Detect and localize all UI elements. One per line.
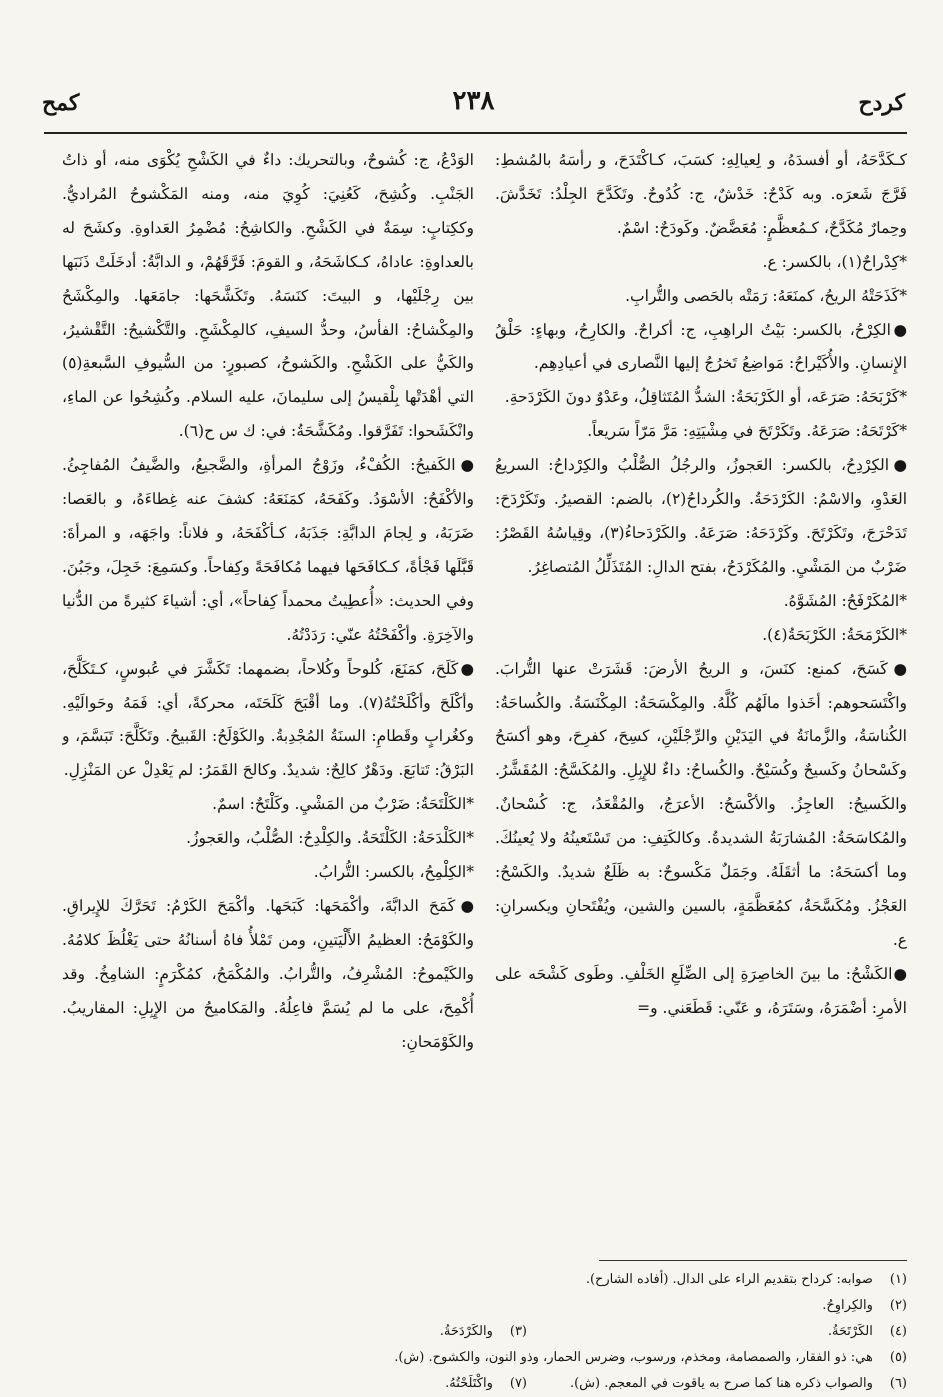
footnote-text: والكِراوِحُ. (822, 1298, 873, 1313)
footnotes (67, 1267, 907, 1397)
entry-paragraph: *الكِلْمِحُ، بالكسر: التُّرابُ. (313, 863, 474, 882)
footnote-row (67, 1319, 907, 1345)
footnote (67, 1293, 907, 1319)
footnote-number: (٥) (889, 1350, 907, 1365)
entry-paragraph: ●كَمَحَ الدابَّةَ، وأكْمَحَها: كَبَحَها. وأكْمَحَ الكَرْمُ: تَحَرَّكَ للإِيراقِ. والكَوْمَحُ: العظيمُ الأَلْيَتينِ، ومن تَمْلأُ فاهُ أسنانُهُ حتى يَغْلُظَ كلامُهُ. والكَيْموحُ: المُشْرِفُ، والتُّرابُ. والمُكْمَحُ، كمُكْرَمٍ: الشامِخُ. وقد أُكْمِحَ، على ما لم يُسَمَّ فاعِلُهُ. والمَكاميحُ من الإِبِلِ: المقاريبُ. والكَوْمَحانِ: (62, 896, 474, 1051)
entry-paragraph: *الكَلْتَحَةُ: ضَرْبٌ من المَشْيِ. وكَلْتَحٌ: اسمٌ. (212, 795, 474, 814)
footnote (527, 1371, 907, 1397)
footnote-text: هي: ذو الفقار، والصمصامة، ومخذم، ورسوب، وضرس الحمار، وذو النون، والكشوح. (ش). (394, 1350, 873, 1365)
footnote (67, 1267, 907, 1293)
entry-paragraph: *كَذَحَتْهُ الريحُ، كمنَعَهُ: رَمَتْه بالحَصى والتُّرابِ. (625, 286, 907, 305)
entry-paragraph: *كَرْتَحَهُ: صَرَعَهُ. وتَكَرْتَحَ في مِشْيَتِهِ: مَرَّ مَرّاً سَريعاً. (587, 422, 907, 441)
right-column (495, 144, 907, 1240)
entry-paragraph: ●الكَفيحُ: الكُفْءُ، وزَوْجُ المرأةِ، والضَّجيعُ، والضَّيفُ المُفاجِئُ. والأكْفَحُ: الأسْوَدُ. وكَفَحَهُ، كمَنَعَهُ: كشفَ عنه غِطاءَهُ، و بالعَصا: ضَرَبَهُ، و لِجامَ الدابَّةِ: جَذَبَهُ، كـأكْفَحَهُ، و فلاناً: واجَهَه، و المرأةَ: قَبَّلَها فَجْأةً، كـكافَحَها فيهما مُكافَحَةً وكِفاحاً. وكسَمِعَ: خَجِلَ، وجَبُنَ. وفي الحديث: «أُعطِيتُ محمداً كِفاحاً»، أي: أشياءَ كثيرةً من الدُّنيا والآخِرَةِ. وأكْفَحْتُهُ عنّي: رَدَدْتُهُ. (62, 456, 474, 644)
entry-paragraph: كـكَدَّحَهُ، أو أفسدَهُ، و لِعيالِهِ: كسَبَ، كـاكْتَدَحَ، و رأسَهُ بالمُشطِ: فَرَّجَ شَعرَه. وبه كَدْحٌ: خَدْشٌ، ج: كُدُوحٌ. وتَكَدَّحَ الجِلْدُ: تَخَدَّشَ. وحِمارٌ مُكَدَّحٌ، كـمُعظَّمٍ: مُعَضَّضٌ. وكَودَحٌ: اسْمٌ. (495, 151, 907, 237)
entry-paragraph: الوَدْعُ، ج: كُشوحٌ، وبالتحريك: داءٌ في الكَشْحِ يُكْوَى منه، أو ذاتُ الجَنْبِ. وكُشِحَ، كَعُنِيَ: كُوِيَ منه، ومنه المَكْشوحُ المُراديُّ. وككِتابٍ: سِمَةٌ في الكَشْحِ. والكاشِحُ: مُضْمِرُ العَداوةِ. وكشَحَ له بالعداوةِ: عاداهُ، كـكاشَحَهُ، و القومَ: فَرَّقَهُمْ، و الدابَّةُ: أدخَلَتْ ذَنَبَها بين رِجْلَيْها، و البيتَ: كنَسَهُ. وتَكَشَّحَها: جامَعَها. والمِكْشَحُ والمِكْشاحُ: الفأسُ، وحدُّ السيفِ، كالمِكْشَحِ. والتَّكْشيحُ: التَّقْشيرُ، والكَيُّ على الكَشْحِ. والكَشوحُ، كصبورٍ: من السُّيوفِ السَّبعةِ(٥) التي أهْدَتْها بِلْقيسُ إلى سليمانَ، عليه السلام. وكُشِحُوا عن الماءِ، وانْكَشَحوا: تَفَرَّقوا. ومُكَشَّحَةُ: في: ك س ح(٦). (62, 151, 474, 441)
footnote (147, 1371, 527, 1397)
footnote-text: الكَرْتَحَةُ. (827, 1324, 873, 1339)
page-number: ٢٣٨ (452, 86, 495, 116)
footnote-text: واكْتَلَحْتُهُ. (445, 1376, 493, 1391)
footnote (67, 1345, 907, 1371)
footnote-number: (٦) (889, 1376, 907, 1391)
entry-paragraph: ●الكِرْدِحُ، بالكسر: العَجوزُ، والرجُلُ الصُّلْبُ والكِرْداحُ: السريعُ العَدْوِ، والاسْمُ: الكَرْدَحَةُ. والكُرداحُ(٢)، بالضم: القصيرُ. وتَكَرْدَحَ: تَدَحْرَجَ، وتَكَرْتَحَ. وكَرْدَحَهُ: صَرَعَهُ. والكَرْدَحاءُ(٣)، وقِياسُهُ القَصْرُ: ضَرْبٌ من المَشْيِ. والمُكَرْدَحُ، بفتح الدالِ: المُتَذَلِّلُ المُتصاغِرُ. (495, 456, 907, 576)
footnote-number: (٤) (889, 1324, 907, 1339)
footnote-divider (599, 1260, 907, 1261)
entry-paragraph: ●كَلَحَ، كمَنَعَ، كُلوحاً وكُلاحاً، بضمهما: تَكَشَّرَ في عُبوسٍ، كـتَكَلَّحَ، وأكْلَحَ وأكْلَحْتُهُ(٧). وما أقْبَحَ كَلَحَتَه، محركةً، أي: فَمَهُ وحَوالَيْهِ. وكغُرابٍ وقَطامِ: السنَةُ المُجْدِبةُ. والكَوْلَحُ: القَبيحُ. وتَكَلَّحَ: تَبَسَّمَ، و البَرْقُ: تَتابَعَ. ودَهْرٌ كالِحٌ: شديدٌ. وكالحَ القَمَرُ: لم يَعْدِلْ عن المَنْزِلِ. (62, 659, 474, 780)
footnote-text: صوابه: كرداح بتقديم الراء على الدال. (أفاده الشارح). (585, 1272, 873, 1287)
footnote (147, 1319, 527, 1345)
footnote-row (67, 1371, 907, 1397)
footnote (527, 1319, 907, 1345)
footnote-number: (٣) (509, 1324, 527, 1339)
footnote-number: (٢) (889, 1298, 907, 1313)
entry-paragraph: ●الكَشْحُ: ما بينَ الخاصِرَةِ إلى الضِّلَعِ الخَلْفِ. وطَوى كَشْحَه على الأمرِ: أضْمَرَهُ، وسَتَرَهُ، و عَنّي: قَطَعَني. و= (495, 964, 907, 1017)
left-column (62, 144, 474, 1240)
footnote-number: (١) (889, 1272, 907, 1287)
header-divider (44, 132, 907, 134)
entry-paragraph: *المُكَرْفَحُ: المُشَوَّهُ. (783, 591, 907, 610)
footnote-text: والكَرْدَحَةُ. (439, 1324, 493, 1339)
entry-paragraph: *كَرْبَحَهُ: صَرَعَه، أو الكَرْبَحَةُ: الشدُّ المُتَثاقِلُ، وعَدْوٌ دونَ الكَرْدَحةِ. (504, 388, 907, 407)
entry-paragraph: *كِدْراحٌ(١)، بالكسر: ع. (762, 252, 907, 271)
entry-paragraph: ●كَسَحَ، كمنع: كنَسَ، و الريحُ الأرضَ: قَشَرَتْ عنها التُّرابَ. واكْتَسَحوهم: أخَذوا مالَهُم كُلَّهُ. والمِكْسَحَةُ: المِكْنَسَةُ. والكُساحَةُ: الكُناسَةُ، والزَّمانَةُ في اليَدَيْنِ والرِّجْلَيْنِ، كسِحَ، كفرِحَ، وهو أكسَحُ وكَسْحانُ وكَسيحٌ وكُسَيْحٌ. والكُساحُ: داءٌ للإِبِلِ. والمُكَسَّحُ: المُقَشَّرُ. والكَسيحُ: العاجِزُ. والأكْسَحُ: الأعرَجُ، والمُقْعَدُ، ج: كُسْحانٌ. والمُكاسَحَةُ: المُشارَبَةُ الشديدةُ. وكالكَتِفِ: من تَسْتَعينُهُ ولا يُعينُكَ. وما أكسَحَهُ: ما أثقَلَهُ. وجَمَلٌ مَكْسوحٌ: به ظَلَعٌ شديدٌ. والكَسْحُ: العَجْزُ. ومُكَسَّحَةُ، كمُعَظَّمَةٍ، بالسين والشين، ويُفْتَحانِ ويكسرانِ: ع. (495, 659, 907, 949)
footnote-number: (٧) (509, 1376, 527, 1391)
header-first-entry: كردح (858, 90, 905, 116)
entry-paragraph: ●الكِرْحُ، بالكسر: بَيْتُ الراهِبِ، ج: أكراحٌ. والكارِحُ، وبهاءٍ: حَلْقُ الإِنسانِ. والأُكَيْراحُ: مَواضِعُ تَخرُجُ إليها النَّصارى في أعيادِهِم. (495, 320, 907, 373)
footnote-text: والصواب ذكره هنا كما صرح به ياقوت في المعجم. (ش). (569, 1376, 873, 1391)
entry-paragraph: *الكَلْدَحَةُ: الكَلْتَحَةُ. والكِلْدِحُ: الصُّلْبُ، والعَجوزُ. (186, 829, 474, 848)
entry-paragraph: *الكَرْمَحَةُ: الكَرْبَحَةُ(٤). (762, 625, 907, 644)
page-header (40, 86, 907, 126)
header-last-entry: كمح (42, 90, 80, 116)
